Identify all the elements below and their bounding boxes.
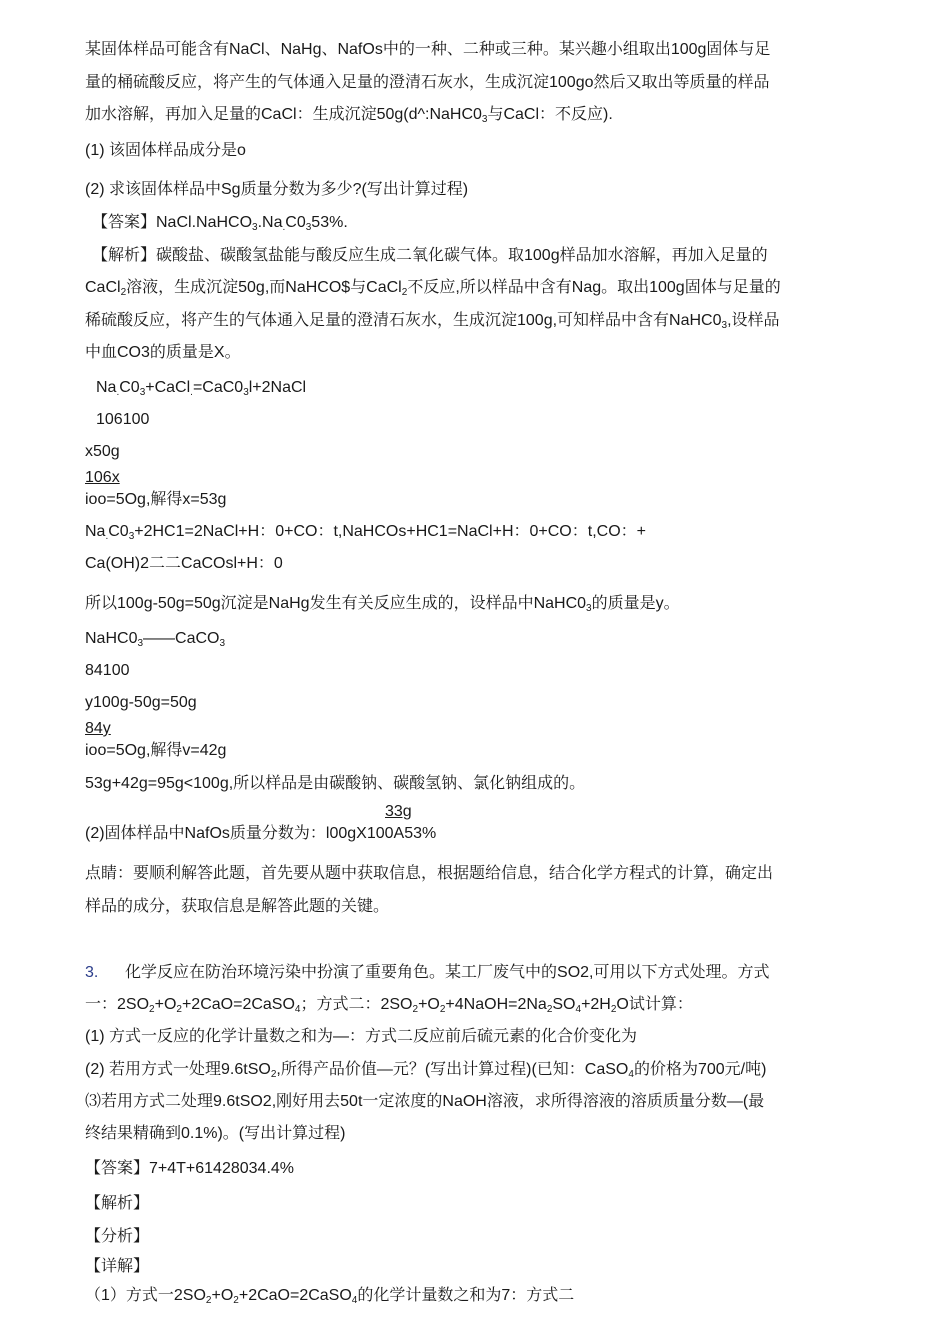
text-line: 一：$2SO_2+O_2+2CaO=2CaSO_4$；方式二：$2SO_2+O_2+4NaOH=2Na_2SO_4+2H_2O$试计算：	[85, 996, 693, 1015]
text-line: (2)固体样品中NafOs质量分数为：l00gX100A53%	[85, 825, 437, 842]
text-line: 量的桶硫酸反应，将产生的气体通入足量的澄清石灰水，生成沉淀100go然后又取出等质量的样品	[85, 74, 770, 91]
equation-line: 106100	[96, 411, 150, 428]
section-label: 【解析】	[85, 1195, 150, 1212]
fraction-numerator: 84y	[85, 720, 111, 737]
equation-line: y100g-50g=50g	[85, 694, 197, 711]
analysis-line: 【解析】碳酸盐、碳酸氢盐能与酸反应生成二氧化碳气体。取100g样品加水溶解，再加入足量的	[92, 247, 768, 264]
fraction-numerator: 106x	[85, 469, 120, 486]
text-line: 所以100g-50g=50g沉淀是NaHg发生有关反应生成的，设样品中$NaHC0_3$的质量是y。	[85, 595, 680, 614]
answer-line: 【答案】$NaCl.NaHCO_3.Na_.C0_353\%$.	[92, 214, 348, 233]
text-line: 53g+42g=95g<100g,所以样品是由碳酸钠、碳酸氢钠、氯化钠组成的。	[85, 775, 586, 792]
section-label: 【分析】	[85, 1228, 150, 1245]
answer-line: 【答案】7+4T+61428034.4%	[85, 1160, 295, 1177]
question-2: (2) 求该固体样品中Sg质量分数为多少?(写出计算过程)	[85, 181, 469, 198]
equation-line: $NaHC0_3——CaCO_3$	[85, 630, 226, 649]
equation-line: $Na_.C0_3+2HC1=2NaCl+H$：0+CO：t,NaHCOs+HC1=NaCl+H：0+CO：t,CO：+	[85, 523, 646, 542]
note-line: 点睛：要顺利解答此题，首先要从题中获取信息，根据题给信息，结合化学方程式的计算，确定出	[85, 865, 774, 882]
sub-question: ⑶若用方式二处理9.6tSO2,刚好用去50t一定浓度的NaOH溶液，求所得溶液的溶质质量分数—(最	[85, 1093, 765, 1110]
text-line: 某固体样品可能含有NaCl、NaHg、NafOs中的一种、二种或三种。某兴趣小组取出100g固体与足	[85, 41, 771, 58]
note-line: 样品的成分，获取信息是解答此题的关键。	[85, 898, 390, 915]
section-label: 【详解】	[85, 1258, 150, 1275]
equation-line: 84100	[85, 662, 130, 679]
question-number: 3.	[85, 964, 99, 981]
text-line: 中血CO3的质量是X。	[85, 344, 241, 361]
equation-line: $Na_.C0_3+CaCl_.=CaC0_3l+2NaCl$	[96, 379, 307, 398]
text-line: 稀硫酸反应，将产生的气体通入足量的澄清石灰水，生成沉淀100g,可知样品中含有$NaHC0_3$,设样品	[85, 312, 780, 331]
sub-question: (1) 方式一反应的化学计量数之和为—：方式二反应前后硫元素的化合价变化为	[85, 1028, 638, 1045]
equation-line: x50g	[85, 443, 120, 460]
question-1: (1) 该固体样品成分是o	[85, 142, 246, 159]
text-line: CaCl$_2$溶液，生成沉淀50g,而NaHCO$与CaCl$_2$不反应,所以样品中含有Nag。取出100g固体与足量的	[85, 279, 781, 298]
sub-question: 终结果精确到0.1%)。(写出计算过程)	[85, 1125, 346, 1142]
fraction-numerator: 33g	[385, 803, 412, 820]
question-3: 3. 化学反应在防治环境污染中扮演了重要角色。某工厂废气中的SO2,可用以下方式处理。方式	[85, 964, 770, 981]
text-line: （1）方式一$2SO_2+O_2+2CaO=2CaSO_4$的化学计量数之和为7：方式二	[85, 1287, 575, 1306]
sub-question: (2) 若用方式一处理9.6tSO$_2$,所得产品价值—元？(写出计算过程)(已知：CaSO$_4$的价格为700元/吨)	[85, 1061, 767, 1080]
equation-line: Ca(OH)2二二CaCOsl+H：0	[85, 555, 283, 572]
equation-line: ioo=5Og,解得v=42g	[85, 742, 227, 759]
text-line: 加水溶解，再加入足量的CaCl：生成沉淀$50g(d\^{}:NaHC0_3$与CaCl：不反应).	[85, 106, 613, 125]
equation-line: ioo=5Og,解得x=53g	[85, 491, 227, 508]
